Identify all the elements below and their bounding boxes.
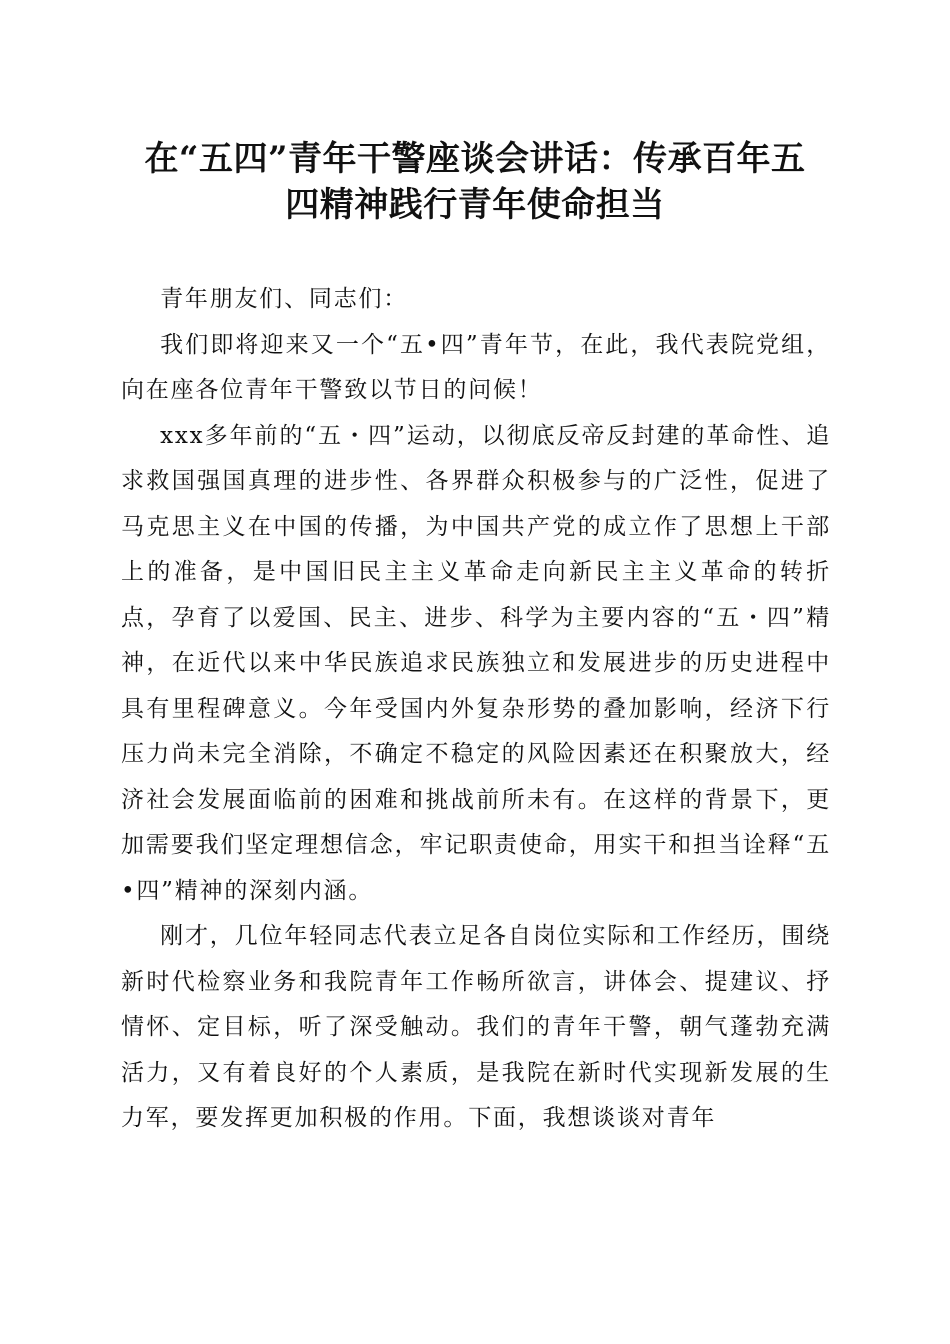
salutation-paragraph: 青年朋友们、同志们： — [160, 286, 409, 312]
title-line-1: 在“五四”青年干警座谈会讲话：传承百年五 — [144, 139, 806, 179]
document-title — [110, 136, 840, 228]
greeting-paragraph: 我们即将迎来又一个“五•四”青年节，在此，我代表院党组，向在座各位青年干警致以节日的问候！ — [121, 331, 831, 403]
title-line-2: 四精神践行青年使命担当 — [285, 185, 665, 225]
youth-paragraph: 刚才，几位年轻同志代表立足各自岗位实际和工作经历，围绕新时代检察业务和我院青年工作畅所欲言，讲体会、提建议、抒情怀、定目标，听了深受触动。我们的青年干警，朝气蓬勃充满活力，又有着良好的个人素质，是我院在新时代实现新发展的生力军，要发挥更加积极的作用。下面，我想谈谈对青年 — [121, 923, 831, 1131]
history-paragraph: xxx多年前的“五・四”运动，以彻底反帝反封建的革命性、追求救国强国真理的进步性、各界群众积极参与的广泛性，促进了马克思主义在中国的传播，为中国共产党的成立作了思想上干部上的准备，是中国旧民主主义革命走向新民主主义革命的转折点，孕育了以爱国、民主、进步、科学为主要内容的“五・四”精神，在近代以来中华民族追求民族独立和发展进步的历史进程中具有里程碑意义。今年受国内外复杂形势的叠加影响，经济下行压力尚未完全消除，不确定不稳定的风险因素还在积聚放大，经济社会发展面临前的困难和挑战前所未有。在这样的背景下，更加需要我们坚定理想信念，牢记职责使命，用实干和担当诠释“五•四”精神的深刻内涵。 — [121, 422, 831, 904]
document-body — [121, 277, 831, 1142]
